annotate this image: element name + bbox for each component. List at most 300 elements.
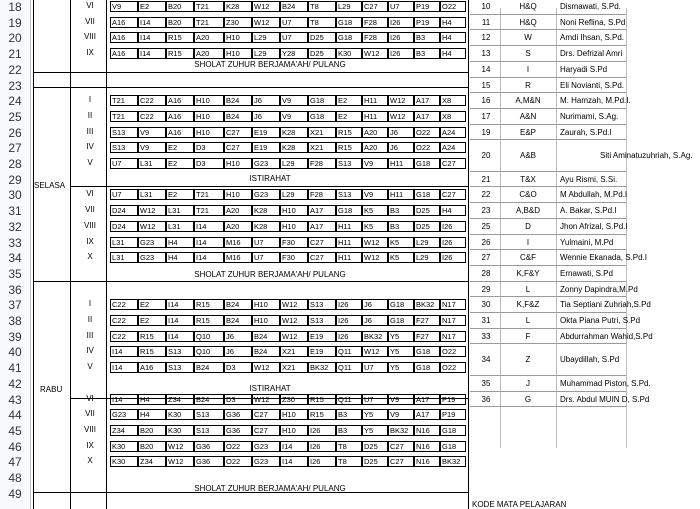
schedule-cell[interactable]: L29 xyxy=(280,158,308,169)
schedule-cell[interactable]: L31 xyxy=(166,221,194,232)
schedule-cell[interactable]: G18 xyxy=(414,189,440,200)
schedule-cell[interactable]: J6 xyxy=(362,315,388,326)
schedule-cell[interactable]: E2 xyxy=(166,142,194,153)
row-number[interactable]: 32 xyxy=(8,219,22,234)
schedule-cell[interactable]: Y28 xyxy=(280,48,308,59)
schedule-cell[interactable]: C27 xyxy=(252,425,280,436)
schedule-cell[interactable]: X8 xyxy=(440,95,466,106)
row-number[interactable]: 21 xyxy=(8,47,22,62)
schedule-cell[interactable]: G18 xyxy=(388,299,414,310)
schedule-cell[interactable]: G23 xyxy=(252,456,280,467)
schedule-cell[interactable]: L31 xyxy=(166,205,194,216)
schedule-cell[interactable]: E2 xyxy=(336,111,362,122)
schedule-cell[interactable]: K30 xyxy=(110,456,138,467)
schedule-cell[interactable]: C22 xyxy=(110,331,138,342)
schedule-cell[interactable]: N17 xyxy=(440,331,466,342)
schedule-cell[interactable]: X8 xyxy=(440,111,466,122)
schedule-cell[interactable]: E19 xyxy=(308,346,336,357)
schedule-cell[interactable]: K30 xyxy=(110,441,138,452)
schedule-cell[interactable]: W12 xyxy=(388,111,414,122)
schedule-cell[interactable]: G36 xyxy=(224,409,252,420)
schedule-cell[interactable]: P19 xyxy=(414,1,440,12)
schedule-cell[interactable]: Z34 xyxy=(138,456,166,467)
schedule-cell[interactable]: T21 xyxy=(194,205,224,216)
schedule-cell[interactable]: C27 xyxy=(440,158,466,169)
schedule-cell[interactable]: G18 xyxy=(308,111,336,122)
schedule-cell[interactable]: G36 xyxy=(194,441,224,452)
schedule-cell[interactable]: S13 xyxy=(336,158,362,169)
schedule-cell[interactable]: W12 xyxy=(138,205,166,216)
row-number[interactable]: 36 xyxy=(8,282,22,297)
schedule-cell[interactable]: A17 xyxy=(414,95,440,106)
schedule-cell[interactable]: L29 xyxy=(336,1,362,12)
schedule-cell[interactable]: W12 xyxy=(362,346,388,357)
schedule-cell[interactable]: Q11 xyxy=(336,362,362,373)
schedule-cell[interactable]: I14 xyxy=(194,237,224,248)
schedule-cell[interactable]: I14 xyxy=(138,48,166,59)
schedule-cell[interactable]: L31 xyxy=(138,158,166,169)
schedule-cell[interactable]: Q10 xyxy=(194,346,224,357)
schedule-cell[interactable]: A16 xyxy=(138,362,166,373)
schedule-cell[interactable]: K28 xyxy=(224,1,252,12)
schedule-cell[interactable]: A20 xyxy=(224,205,252,216)
schedule-cell[interactable]: H4 xyxy=(166,237,194,248)
schedule-cell[interactable]: B20 xyxy=(166,1,194,12)
schedule-cell[interactable]: F28 xyxy=(308,189,336,200)
schedule-cell[interactable]: P19 xyxy=(414,17,440,28)
schedule-cell[interactable]: I26 xyxy=(308,456,336,467)
schedule-cell[interactable]: J6 xyxy=(224,331,252,342)
row-number[interactable]: 20 xyxy=(8,31,22,46)
schedule-cell[interactable]: A24 xyxy=(440,142,466,153)
schedule-cell[interactable]: B20 xyxy=(138,425,166,436)
schedule-cell[interactable]: BK32 xyxy=(362,331,388,342)
schedule-cell[interactable]: S13 xyxy=(110,142,138,153)
schedule-cell[interactable]: U7 xyxy=(362,394,388,405)
schedule-cell[interactable]: B24 xyxy=(224,315,252,326)
schedule-cell[interactable]: N17 xyxy=(440,299,466,310)
row-number[interactable]: 45 xyxy=(8,423,22,438)
schedule-cell[interactable]: V9 xyxy=(388,409,414,420)
schedule-cell[interactable]: A20 xyxy=(194,48,224,59)
schedule-cell[interactable]: S13 xyxy=(336,189,362,200)
schedule-cell[interactable]: E19 xyxy=(252,142,280,153)
schedule-cell[interactable]: G18 xyxy=(308,95,336,106)
schedule-cell[interactable]: L31 xyxy=(110,237,138,248)
row-number[interactable]: 27 xyxy=(8,141,22,156)
schedule-cell[interactable]: I14 xyxy=(110,394,138,405)
schedule-cell[interactable]: C27 xyxy=(362,1,388,12)
schedule-cell[interactable]: R15 xyxy=(308,394,336,405)
schedule-cell[interactable]: B3 xyxy=(388,205,414,216)
schedule-cell[interactable]: W12 xyxy=(280,331,308,342)
schedule-cell[interactable]: D25 xyxy=(362,441,388,452)
schedule-cell[interactable]: B3 xyxy=(336,425,362,436)
schedule-cell[interactable]: C22 xyxy=(110,315,138,326)
schedule-cell[interactable]: W12 xyxy=(388,95,414,106)
schedule-cell[interactable]: T21 xyxy=(110,111,138,122)
schedule-cell[interactable]: A17 xyxy=(308,205,336,216)
schedule-cell[interactable]: K30 xyxy=(336,48,362,59)
row-number[interactable]: 37 xyxy=(8,298,22,313)
schedule-cell[interactable]: H11 xyxy=(388,158,414,169)
schedule-cell[interactable]: J6 xyxy=(252,111,280,122)
schedule-cell[interactable]: K28 xyxy=(280,127,308,138)
schedule-cell[interactable]: G23 xyxy=(252,158,280,169)
schedule-cell[interactable]: O22 xyxy=(224,456,252,467)
schedule-cell[interactable]: C27 xyxy=(308,252,336,263)
schedule-cell[interactable]: A17 xyxy=(414,409,440,420)
schedule-cell[interactable]: O22 xyxy=(414,142,440,153)
schedule-cell[interactable]: B24 xyxy=(224,299,252,310)
schedule-cell[interactable]: H10 xyxy=(194,111,224,122)
schedule-cell[interactable]: D25 xyxy=(414,221,440,232)
schedule-cell[interactable]: H10 xyxy=(280,409,308,420)
schedule-cell[interactable]: U7 xyxy=(280,17,308,28)
row-number[interactable]: 43 xyxy=(8,392,22,407)
schedule-cell[interactable]: Y5 xyxy=(388,346,414,357)
schedule-cell[interactable]: L31 xyxy=(138,189,166,200)
schedule-cell[interactable]: W12 xyxy=(252,394,280,405)
schedule-cell[interactable]: W12 xyxy=(362,252,388,263)
schedule-cell[interactable]: Y5 xyxy=(362,425,388,436)
schedule-cell[interactable]: U7 xyxy=(252,237,280,248)
schedule-cell[interactable]: B3 xyxy=(336,409,362,420)
schedule-cell[interactable]: S13 xyxy=(308,299,336,310)
schedule-cell[interactable]: F27 xyxy=(414,315,440,326)
schedule-cell[interactable]: BK32 xyxy=(440,456,466,467)
schedule-cell[interactable]: H10 xyxy=(252,299,280,310)
schedule-cell[interactable]: F30 xyxy=(280,237,308,248)
schedule-cell[interactable]: E2 xyxy=(138,299,166,310)
schedule-cell[interactable]: C27 xyxy=(252,409,280,420)
schedule-cell[interactable]: M16 xyxy=(224,237,252,248)
schedule-cell[interactable]: U7 xyxy=(110,158,138,169)
schedule-cell[interactable]: U7 xyxy=(388,1,414,12)
schedule-cell[interactable]: O22 xyxy=(414,127,440,138)
schedule-cell[interactable]: Z34 xyxy=(110,425,138,436)
schedule-cell[interactable]: H4 xyxy=(440,48,466,59)
schedule-cell[interactable]: H11 xyxy=(362,95,388,106)
schedule-cell[interactable]: H10 xyxy=(194,127,224,138)
schedule-cell[interactable]: H10 xyxy=(280,425,308,436)
schedule-cell[interactable]: E2 xyxy=(138,315,166,326)
schedule-cell[interactable]: K28 xyxy=(252,205,280,216)
schedule-cell[interactable]: B3 xyxy=(388,221,414,232)
schedule-cell[interactable]: B24 xyxy=(252,346,280,357)
schedule-cell[interactable]: F28 xyxy=(362,17,388,28)
schedule-cell[interactable]: N17 xyxy=(440,315,466,326)
schedule-cell[interactable]: E19 xyxy=(308,331,336,342)
schedule-cell[interactable]: L29 xyxy=(252,48,280,59)
schedule-cell[interactable]: I14 xyxy=(194,252,224,263)
schedule-cell[interactable]: H11 xyxy=(336,221,362,232)
row-number[interactable]: 33 xyxy=(8,235,22,250)
schedule-cell[interactable]: J6 xyxy=(362,299,388,310)
schedule-cell[interactable]: V9 xyxy=(110,1,138,12)
schedule-cell[interactable]: R15 xyxy=(138,331,166,342)
row-number[interactable]: 28 xyxy=(8,157,22,171)
row-number[interactable]: 31 xyxy=(8,204,22,219)
schedule-cell[interactable]: E19 xyxy=(252,127,280,138)
schedule-cell[interactable]: V9 xyxy=(280,95,308,106)
schedule-cell[interactable]: I26 xyxy=(440,221,466,232)
schedule-cell[interactable]: H4 xyxy=(440,205,466,216)
schedule-cell[interactable]: B20 xyxy=(166,17,194,28)
schedule-cell[interactable]: I26 xyxy=(336,315,362,326)
schedule-cell[interactable]: K30 xyxy=(166,425,194,436)
schedule-cell[interactable]: W12 xyxy=(252,362,280,373)
schedule-cell[interactable]: I26 xyxy=(440,252,466,263)
schedule-cell[interactable]: B3 xyxy=(414,48,440,59)
schedule-cell[interactable]: J6 xyxy=(388,142,414,153)
schedule-cell[interactable]: R15 xyxy=(194,299,224,310)
schedule-cell[interactable]: Q10 xyxy=(194,331,224,342)
row-number[interactable]: 26 xyxy=(8,125,22,140)
schedule-cell[interactable]: T8 xyxy=(308,1,336,12)
row-number[interactable]: 46 xyxy=(8,439,22,454)
schedule-cell[interactable]: A16 xyxy=(166,95,194,106)
schedule-cell[interactable]: H11 xyxy=(336,237,362,248)
schedule-cell[interactable]: G23 xyxy=(110,409,138,420)
schedule-cell[interactable]: G18 xyxy=(336,32,362,43)
schedule-cell[interactable]: R15 xyxy=(308,409,336,420)
schedule-cell[interactable]: H10 xyxy=(252,315,280,326)
row-number[interactable]: 39 xyxy=(8,329,22,344)
schedule-cell[interactable]: I26 xyxy=(336,299,362,310)
schedule-cell[interactable]: O22 xyxy=(440,346,466,357)
schedule-cell[interactable]: H4 xyxy=(166,252,194,263)
schedule-cell[interactable]: G23 xyxy=(138,252,166,263)
schedule-cell[interactable]: Y5 xyxy=(362,409,388,420)
schedule-cell[interactable]: H4 xyxy=(440,32,466,43)
row-number[interactable]: 19 xyxy=(8,15,22,30)
schedule-cell[interactable]: O22 xyxy=(224,441,252,452)
schedule-cell[interactable]: H10 xyxy=(224,189,252,200)
schedule-cell[interactable]: N16 xyxy=(414,441,440,452)
schedule-cell[interactable]: S13 xyxy=(308,315,336,326)
schedule-cell[interactable]: Z30 xyxy=(280,394,308,405)
schedule-cell[interactable]: G36 xyxy=(194,456,224,467)
schedule-cell[interactable]: B20 xyxy=(138,441,166,452)
schedule-cell[interactable]: C27 xyxy=(388,441,414,452)
schedule-cell[interactable]: J6 xyxy=(252,95,280,106)
schedule-cell[interactable]: Z30 xyxy=(224,17,252,28)
schedule-cell[interactable]: I14 xyxy=(280,456,308,467)
schedule-cell[interactable]: G18 xyxy=(336,205,362,216)
schedule-cell[interactable]: C27 xyxy=(388,456,414,467)
schedule-cell[interactable]: H10 xyxy=(224,32,252,43)
schedule-cell[interactable]: A17 xyxy=(414,394,440,405)
schedule-cell[interactable]: I14 xyxy=(110,362,138,373)
row-number[interactable]: 22 xyxy=(8,62,22,77)
schedule-cell[interactable]: K5 xyxy=(362,221,388,232)
schedule-cell[interactable]: H11 xyxy=(388,189,414,200)
schedule-cell[interactable]: S13 xyxy=(194,409,224,420)
schedule-cell[interactable]: A16 xyxy=(110,17,138,28)
schedule-cell[interactable]: Y5 xyxy=(388,362,414,373)
schedule-cell[interactable]: A16 xyxy=(166,111,194,122)
schedule-cell[interactable]: B24 xyxy=(194,394,224,405)
schedule-cell[interactable]: T8 xyxy=(336,441,362,452)
schedule-cell[interactable]: O22 xyxy=(440,362,466,373)
schedule-cell[interactable]: BK32 xyxy=(388,425,414,436)
schedule-cell[interactable]: G18 xyxy=(388,315,414,326)
schedule-cell[interactable]: Q11 xyxy=(336,346,362,357)
schedule-cell[interactable]: A20 xyxy=(362,142,388,153)
row-number[interactable]: 49 xyxy=(8,486,22,501)
schedule-cell[interactable]: G18 xyxy=(414,158,440,169)
row-number[interactable]: 30 xyxy=(8,188,22,203)
schedule-cell[interactable]: L29 xyxy=(414,237,440,248)
schedule-cell[interactable]: G36 xyxy=(224,425,252,436)
schedule-cell[interactable]: B24 xyxy=(252,331,280,342)
schedule-cell[interactable]: I26 xyxy=(388,32,414,43)
schedule-cell[interactable]: BK32 xyxy=(414,299,440,310)
schedule-cell[interactable]: G18 xyxy=(414,362,440,373)
schedule-cell[interactable]: D3 xyxy=(224,362,252,373)
schedule-cell[interactable]: A17 xyxy=(308,221,336,232)
schedule-cell[interactable]: C22 xyxy=(110,299,138,310)
schedule-cell[interactable]: V9 xyxy=(138,142,166,153)
schedule-cell[interactable]: I14 xyxy=(194,221,224,232)
schedule-cell[interactable]: C27 xyxy=(308,237,336,248)
schedule-cell[interactable]: P19 xyxy=(440,409,466,420)
row-number[interactable]: 47 xyxy=(8,455,22,470)
schedule-cell[interactable]: S13 xyxy=(110,127,138,138)
schedule-cell[interactable]: D24 xyxy=(110,205,138,216)
schedule-cell[interactable]: B24 xyxy=(280,1,308,12)
schedule-cell[interactable]: W12 xyxy=(362,237,388,248)
schedule-cell[interactable]: H10 xyxy=(224,158,252,169)
schedule-cell[interactable]: W12 xyxy=(166,441,194,452)
schedule-cell[interactable]: R15 xyxy=(166,32,194,43)
schedule-cell[interactable]: B3 xyxy=(414,32,440,43)
schedule-cell[interactable]: R15 xyxy=(336,127,362,138)
schedule-cell[interactable]: N16 xyxy=(414,425,440,436)
schedule-cell[interactable]: A16 xyxy=(166,127,194,138)
schedule-cell[interactable]: L29 xyxy=(414,252,440,263)
schedule-cell[interactable]: X21 xyxy=(308,142,336,153)
schedule-cell[interactable]: K5 xyxy=(388,237,414,248)
schedule-cell[interactable]: W12 xyxy=(252,17,280,28)
schedule-cell[interactable]: X21 xyxy=(280,346,308,357)
schedule-cell[interactable]: D25 xyxy=(308,32,336,43)
schedule-cell[interactable]: R15 xyxy=(194,315,224,326)
schedule-cell[interactable]: A17 xyxy=(414,111,440,122)
schedule-cell[interactable]: V9 xyxy=(362,189,388,200)
schedule-cell[interactable]: D24 xyxy=(110,221,138,232)
schedule-cell[interactable]: B24 xyxy=(194,362,224,373)
schedule-cell[interactable]: R15 xyxy=(138,346,166,357)
schedule-cell[interactable]: E2 xyxy=(166,158,194,169)
schedule-cell[interactable]: S13 xyxy=(166,346,194,357)
row-number[interactable]: 24 xyxy=(8,94,22,109)
schedule-cell[interactable]: K28 xyxy=(252,221,280,232)
schedule-cell[interactable]: A24 xyxy=(440,127,466,138)
row-number[interactable]: 25 xyxy=(8,109,22,124)
schedule-cell[interactable]: I26 xyxy=(308,441,336,452)
schedule-cell[interactable]: K5 xyxy=(362,205,388,216)
schedule-cell[interactable]: J6 xyxy=(224,346,252,357)
schedule-cell[interactable]: K5 xyxy=(388,252,414,263)
schedule-cell[interactable]: S13 xyxy=(166,362,194,373)
schedule-cell[interactable]: T21 xyxy=(110,95,138,106)
schedule-cell[interactable]: W12 xyxy=(280,315,308,326)
schedule-cell[interactable]: L31 xyxy=(110,252,138,263)
schedule-cell[interactable]: W12 xyxy=(252,1,280,12)
schedule-cell[interactable]: V9 xyxy=(388,394,414,405)
row-number[interactable]: 23 xyxy=(8,78,22,93)
schedule-cell[interactable]: G23 xyxy=(138,237,166,248)
schedule-cell[interactable]: S13 xyxy=(194,425,224,436)
schedule-cell[interactable]: F27 xyxy=(414,331,440,342)
schedule-cell[interactable]: F30 xyxy=(280,252,308,263)
schedule-cell[interactable]: A20 xyxy=(224,221,252,232)
schedule-cell[interactable]: W12 xyxy=(166,456,194,467)
schedule-cell[interactable]: C27 xyxy=(224,142,252,153)
row-number[interactable]: 42 xyxy=(8,376,22,391)
schedule-cell[interactable]: R15 xyxy=(166,48,194,59)
schedule-cell[interactable]: L29 xyxy=(252,32,280,43)
schedule-cell[interactable]: W12 xyxy=(362,48,388,59)
schedule-cell[interactable]: C27 xyxy=(440,189,466,200)
schedule-cell[interactable]: H11 xyxy=(362,111,388,122)
schedule-cell[interactable]: D3 xyxy=(224,394,252,405)
schedule-cell[interactable]: H4 xyxy=(138,394,166,405)
schedule-cell[interactable]: G18 xyxy=(440,441,466,452)
schedule-cell[interactable]: C27 xyxy=(224,127,252,138)
schedule-cell[interactable]: F28 xyxy=(362,32,388,43)
schedule-cell[interactable]: G23 xyxy=(252,189,280,200)
schedule-cell[interactable]: D3 xyxy=(194,142,224,153)
schedule-cell[interactable]: K28 xyxy=(280,142,308,153)
schedule-cell[interactable]: I14 xyxy=(166,299,194,310)
schedule-cell[interactable]: L29 xyxy=(280,189,308,200)
schedule-cell[interactable]: G18 xyxy=(336,17,362,28)
schedule-cell[interactable]: I14 xyxy=(138,32,166,43)
schedule-cell[interactable]: Q11 xyxy=(336,394,362,405)
schedule-cell[interactable]: Y5 xyxy=(388,331,414,342)
schedule-cell[interactable]: H10 xyxy=(280,205,308,216)
schedule-cell[interactable]: H10 xyxy=(194,95,224,106)
schedule-cell[interactable]: X21 xyxy=(280,362,308,373)
schedule-cell[interactable]: I26 xyxy=(336,331,362,342)
schedule-cell[interactable]: U7 xyxy=(362,362,388,373)
schedule-cell[interactable]: D25 xyxy=(362,456,388,467)
row-number[interactable]: 38 xyxy=(8,314,22,328)
schedule-cell[interactable]: A20 xyxy=(362,127,388,138)
row-number[interactable]: 34 xyxy=(8,251,22,266)
schedule-cell[interactable]: B24 xyxy=(224,111,252,122)
schedule-cell[interactable]: U7 xyxy=(280,32,308,43)
schedule-cell[interactable]: I26 xyxy=(440,237,466,248)
schedule-cell[interactable]: D3 xyxy=(194,158,224,169)
schedule-cell[interactable]: P19 xyxy=(440,394,466,405)
schedule-cell[interactable]: T8 xyxy=(336,456,362,467)
schedule-cell[interactable]: A20 xyxy=(194,32,224,43)
schedule-cell[interactable]: T8 xyxy=(308,17,336,28)
schedule-cell[interactable]: H11 xyxy=(336,252,362,263)
schedule-cell[interactable]: I14 xyxy=(138,17,166,28)
schedule-cell[interactable]: U7 xyxy=(110,189,138,200)
schedule-cell[interactable]: J6 xyxy=(388,127,414,138)
schedule-cell[interactable]: I26 xyxy=(308,425,336,436)
schedule-cell[interactable]: BK32 xyxy=(308,362,336,373)
schedule-cell[interactable]: G18 xyxy=(414,346,440,357)
schedule-cell[interactable]: T21 xyxy=(194,1,224,12)
row-number[interactable]: 48 xyxy=(8,471,22,485)
